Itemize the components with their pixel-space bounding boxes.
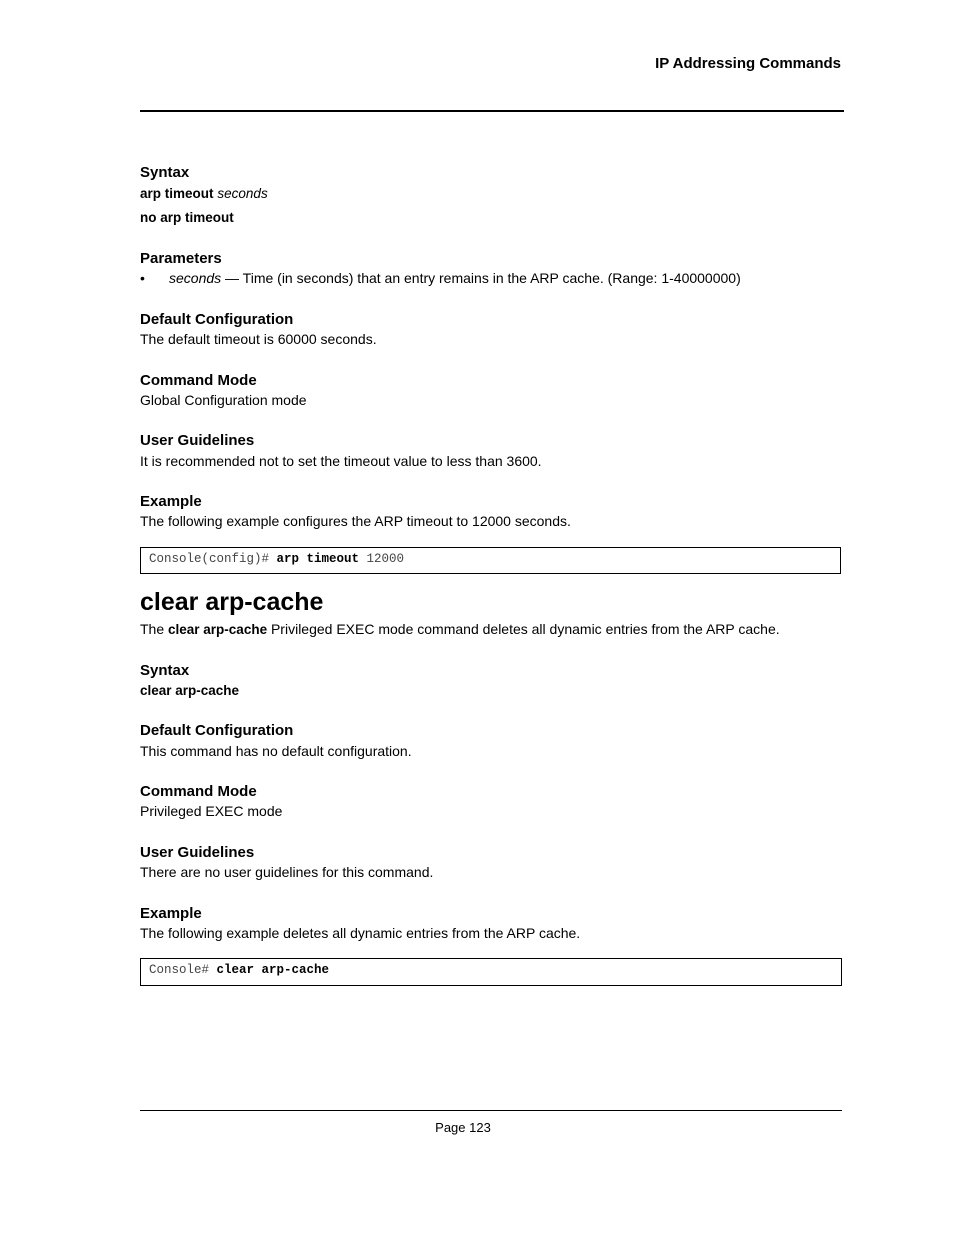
user-guidelines-text-2: There are no user guidelines for this command. [140, 864, 434, 880]
parameter-description: — Time (in seconds) that an entry remains in the ARP cache. (Range: 1-40000000) [221, 270, 741, 286]
parameter-text [169, 270, 741, 286]
user-guidelines-heading-2: User Guidelines [140, 844, 255, 861]
syntax-no-command: no arp timeout [140, 210, 234, 225]
code-prompt-2: Console# [149, 963, 217, 977]
example-text-2: The following example deletes all dynamic entries from the ARP cache. [140, 925, 581, 941]
parameters-heading: Parameters [140, 250, 222, 267]
command-mode-heading: Command Mode [140, 372, 257, 389]
header-rule [140, 110, 844, 112]
example-heading: Example [140, 493, 202, 510]
code-example-box [140, 547, 841, 574]
section-intro [140, 621, 780, 637]
example-text: The following example configures the ARP timeout to 12000 seconds. [140, 513, 571, 529]
code-prompt: Console(config)# [149, 552, 277, 566]
syntax-heading-2: Syntax [140, 662, 190, 679]
footer [0, 1120, 954, 1135]
syntax-line-2 [140, 209, 234, 225]
command-mode-heading-2: Command Mode [140, 783, 257, 800]
user-guidelines-text: It is recommended not to set the timeout value to less than 3600. [140, 453, 542, 469]
syntax-argument: seconds [217, 186, 268, 201]
section-title: clear arp-cache [140, 588, 324, 616]
code-argument: 12000 [359, 552, 405, 566]
code-command: arp timeout [276, 552, 360, 566]
syntax-line-1 [140, 185, 268, 201]
example-heading-2: Example [140, 905, 202, 922]
default-config-heading-2: Default Configuration [140, 722, 294, 739]
intro-pre: The [140, 621, 169, 637]
command-mode-text-2: Privileged EXEC mode [140, 803, 283, 819]
code-command-2: clear arp-cache [216, 963, 330, 977]
syntax-command-clear: clear arp-cache [140, 683, 240, 698]
page-number: Page 123 [435, 1120, 491, 1135]
intro-command: clear arp-cache [168, 622, 268, 637]
syntax-heading: Syntax [140, 164, 190, 181]
user-guidelines-heading: User Guidelines [140, 432, 255, 449]
syntax-command: arp timeout [140, 186, 214, 201]
default-config-text-2: This command has no default configuration. [140, 743, 412, 759]
syntax-line-clear [140, 682, 239, 698]
parameter-name: seconds [169, 270, 222, 286]
intro-post: Privileged EXEC mode command deletes all dynamic entries from the ARP cache. [267, 621, 780, 637]
bullet: • [140, 270, 145, 286]
default-config-heading: Default Configuration [140, 311, 294, 328]
footer-rule [140, 1110, 842, 1111]
command-mode-text: Global Configuration mode [140, 392, 307, 408]
default-config-text: The default timeout is 60000 seconds. [140, 331, 377, 347]
running-header: IP Addressing Commands [655, 55, 841, 72]
code-example-box-2 [140, 958, 842, 986]
